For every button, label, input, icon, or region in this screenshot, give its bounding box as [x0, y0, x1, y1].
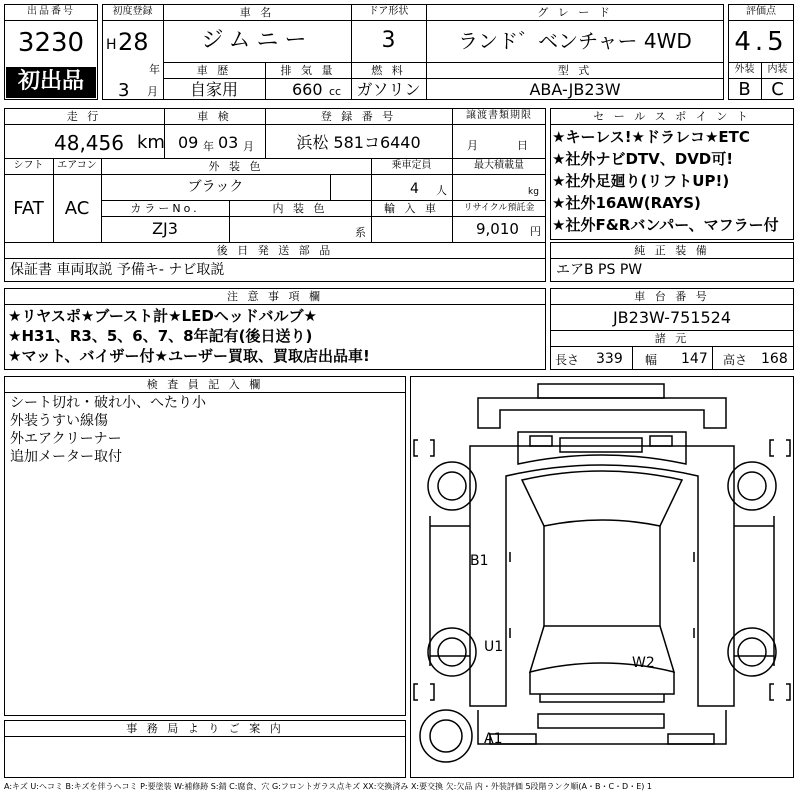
inspector-label: 検 査 員 記 入 欄: [146, 378, 264, 391]
height-value: 168: [761, 351, 788, 367]
color-number: ZJ3: [152, 219, 178, 238]
sales-point-line: ★社外足廻り(リフトUP!): [552, 172, 730, 190]
mileage-label: 走 行: [66, 110, 102, 123]
color-number-label: カラーNo.: [130, 202, 200, 215]
ac-value: AC: [64, 198, 90, 219]
sales-point-line: ★社外ナビDTV、DVD可!: [552, 150, 734, 168]
recycle-label: リサイクル預託金: [463, 203, 535, 213]
damage-mark-w2: W2: [632, 655, 655, 671]
door-type: 3: [381, 28, 396, 53]
exterior-color: ブラック: [187, 179, 244, 195]
model-code-label: 型 式: [557, 64, 593, 77]
inspector-line: 外装うすい線傷: [10, 413, 108, 429]
length-label: 長さ: [555, 353, 580, 367]
dimensions-label: 諸 元: [654, 332, 690, 345]
damage-mark-b1: B1: [470, 553, 489, 569]
note-line: ★マット、バイザー付★ユーザー買取、買取店出品車!: [8, 347, 370, 365]
inspection-label: 車 検: [197, 110, 232, 123]
interior-color-unit: 系: [355, 226, 366, 239]
inspection-month-unit: 月: [243, 140, 254, 153]
interior-score: C: [771, 79, 784, 100]
note-line: ★リヤスポ★ブースト計★LEDヘッドバルブ★: [8, 307, 317, 325]
vehicle-history: 自家用: [189, 80, 238, 99]
sales-points-label: セ ー ル ス ポ イ ン ト: [593, 110, 751, 123]
chassis-number: JB23W-751524: [612, 308, 732, 327]
interior-score-label: 内装: [767, 64, 788, 75]
sales-point-line: ★キーレス!★ドラレコ★ETC: [552, 128, 750, 146]
registration-number: 浜松 581コ6440: [296, 133, 421, 152]
notes-label: 注 意 事 項 欄: [227, 290, 323, 303]
car-name-label: 車 名: [239, 6, 275, 19]
transfer-day-unit: 日: [517, 139, 528, 152]
registration-month: 3: [118, 80, 130, 101]
displacement-unit: cc: [329, 85, 342, 98]
era-letter: H: [106, 37, 117, 53]
damage-mark-a1: A1: [484, 731, 503, 747]
inspection-year: 09: [178, 133, 199, 152]
sales-point-line: ★社外16AW(RAYS): [552, 194, 701, 212]
sales-point-line: ★社外F&Rバンパー、マフラー付: [552, 216, 779, 234]
recycle-unit: 円: [530, 225, 541, 238]
displacement-label: 排 気 量: [280, 64, 336, 77]
car-name: ジムニー: [201, 28, 313, 53]
grade: ランド゛ベンチャー 4WD: [458, 29, 692, 53]
ac-label: エアコン: [57, 160, 97, 171]
genuine-equipment-label: 純 正 装 備: [634, 244, 710, 257]
transfer-deadline-label: 譲渡書類期限: [466, 110, 532, 121]
inspector-line: 追加メーター取付: [10, 449, 122, 465]
exterior-color-label: 外 装 色: [208, 160, 264, 173]
note-line: ★H31、R3、5、6、7、8年記有(後日送り): [8, 327, 313, 345]
model-code: ABA-JB23W: [529, 80, 621, 99]
car-diagram: [410, 376, 794, 778]
damage-mark-u1: U1: [484, 639, 504, 655]
year-unit: 年: [149, 63, 160, 76]
exterior-score-label: 外装: [734, 64, 755, 75]
shift-type: FAT: [13, 198, 44, 219]
fuel: ガソリン: [356, 80, 421, 99]
max-load-label: 最大積載量: [474, 160, 524, 171]
fuel-label: 燃 料: [371, 64, 406, 77]
first-registration-label: 初度登録: [112, 6, 153, 17]
length-value: 339: [596, 351, 623, 367]
recycle-fee: 9,010: [476, 220, 519, 238]
door-type-label: ドア形状: [368, 6, 409, 17]
mileage-unit: km: [137, 132, 165, 153]
inspection-month: 03: [218, 133, 239, 152]
later-parts: 保証書 車両取説 予備キ- ナビ取説: [10, 262, 225, 278]
import-label: 輸 入 車: [384, 202, 439, 215]
overall-score: 4.5: [734, 27, 788, 57]
width-label: 幅: [645, 353, 658, 367]
history-label: 車 歴: [196, 64, 232, 77]
registration-year: 28: [118, 28, 149, 56]
capacity: 4: [410, 181, 419, 197]
max-load-unit: kg: [528, 187, 539, 197]
capacity-unit: 人: [436, 184, 447, 197]
transfer-month-unit: 月: [467, 139, 478, 152]
registration-number-label: 登 録 番 号: [320, 110, 397, 123]
displacement: 660: [292, 80, 323, 99]
grade-label: グ レ ー ド: [537, 6, 613, 19]
inspector-line: シート切れ・破れ小、へたり小: [10, 395, 206, 411]
genuine-equipment: エアB PS PW: [556, 262, 643, 278]
height-label: 高さ: [723, 353, 748, 367]
exterior-score: B: [738, 79, 751, 100]
lot-number-label: 出品番号: [27, 6, 75, 17]
mileage-value: 48,456: [54, 131, 124, 155]
inspector-line: 外エアクリーナー: [10, 431, 122, 447]
first-listing-text: 初出品: [17, 69, 84, 94]
score-label: 評価点: [746, 6, 776, 17]
lot-number: 3230: [17, 28, 85, 58]
capacity-label: 乗車定員: [391, 160, 432, 171]
inspection-year-unit: 年: [203, 140, 214, 153]
width-value: 147: [681, 351, 708, 367]
interior-color-label: 内 装 色: [272, 202, 328, 215]
later-parts-label: 後 日 発 送 部 品: [216, 244, 334, 257]
month-unit: 月: [147, 85, 158, 98]
chassis-label: 車 台 番 号: [634, 290, 710, 303]
legend: A:キズ U:ヘコミ B:キズを伴うヘコミ P:要塗装 W:補修跡 S:錆 C:腐食、穴 G:フロントガラス点キズ XX:交換済み X:要交換 欠:欠品 内・外装評価 5段階ランク順(A・B・C・D・E) 1: [4, 782, 653, 791]
shift-label: シフト: [13, 160, 44, 171]
office-label: 事 務 局 よ り ご 案 内: [126, 722, 284, 735]
